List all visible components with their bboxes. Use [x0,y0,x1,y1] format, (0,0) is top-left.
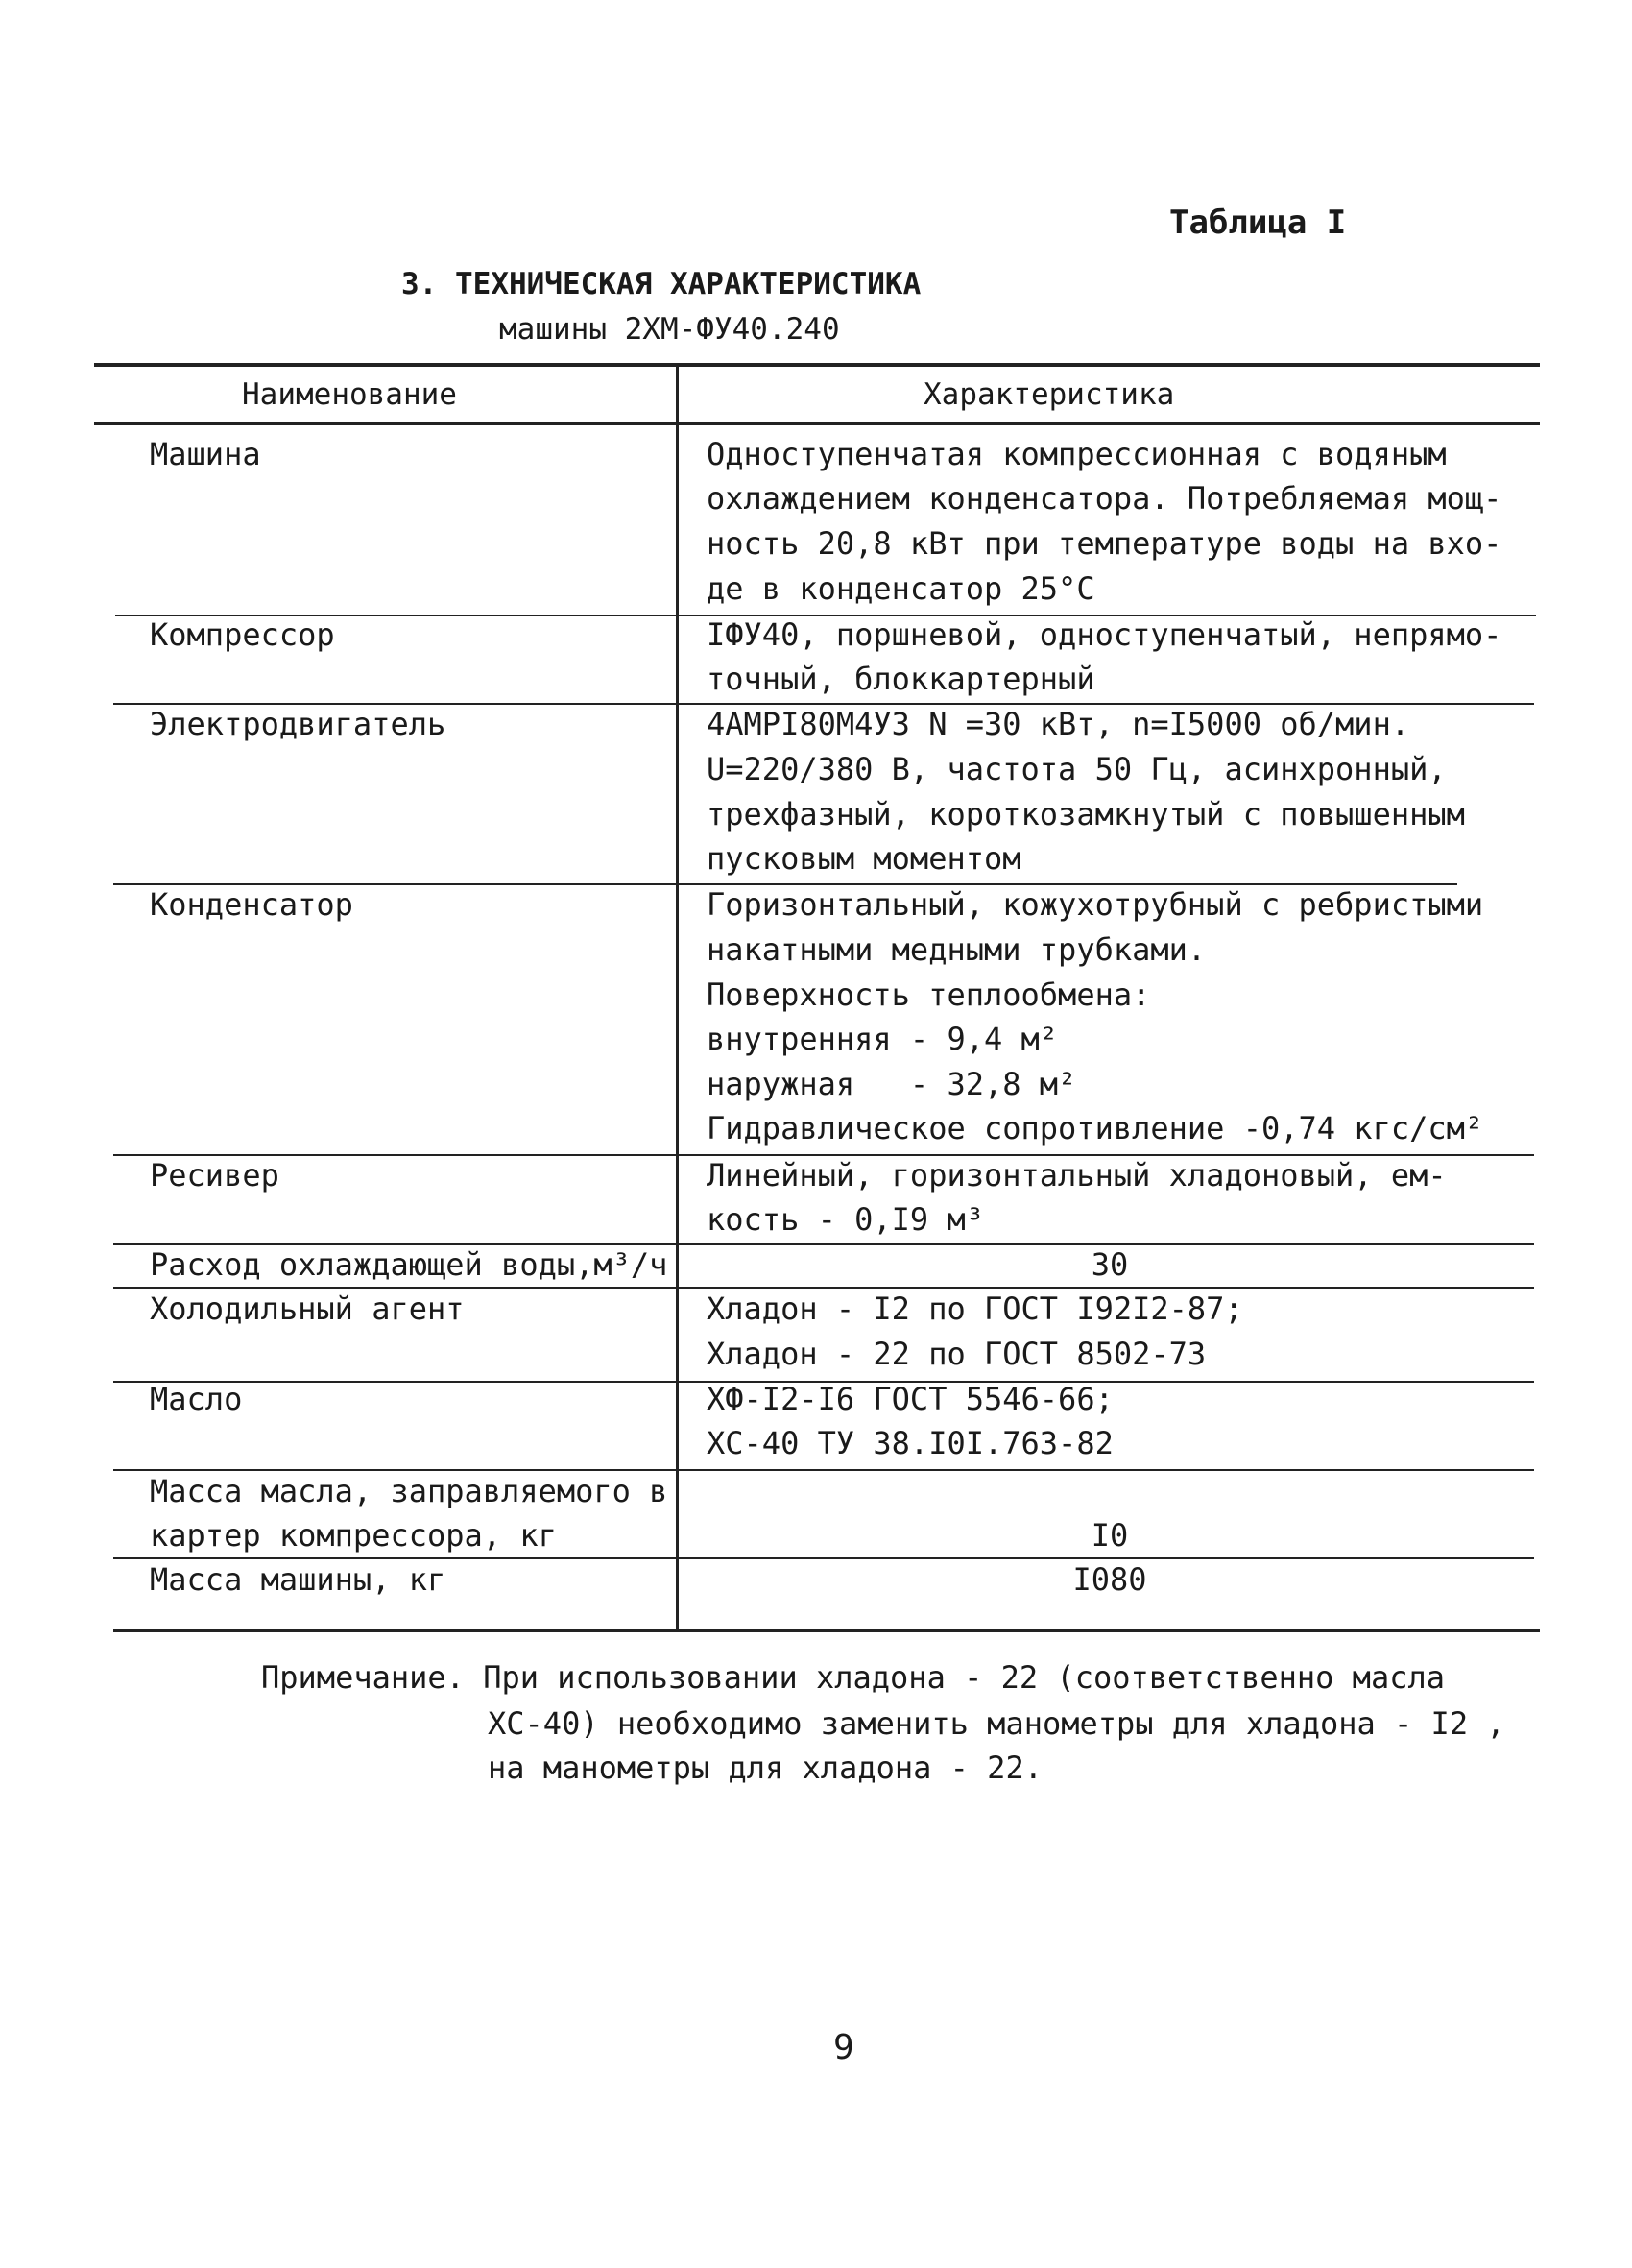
row-value: охлаждением конденсатора. Потребляемая мощ- [707,480,1502,517]
header-characteristic: Характеристика [924,377,1175,412]
header-name: Наименование [242,377,457,412]
column-divider [676,365,679,1630]
row-value: Линейный, горизонтальный хладоновый, ем- [707,1157,1447,1194]
row-value: 30 [1091,1246,1129,1283]
row-value: 4АМРI80М4У3 N =30 кВт, n=I5000 об/мин. [707,706,1410,742]
row-name: Расход охлаждающей воды,м³/ч [150,1246,668,1283]
page-number: 9 [833,2028,854,2067]
row-value: кость - 0,I9 м³ [707,1201,984,1238]
row-value: точный, блоккартерный [707,661,1095,697]
row-name: Электродвигатель [150,706,446,742]
row-value: Хладон - I2 по ГОСТ I92I2-87; [707,1291,1243,1327]
row-value: Поверхность теплообмена: [707,977,1151,1013]
row-name: Масло [150,1381,243,1417]
row-value: де в конденсатор 25°C [707,570,1095,607]
row-name: Масса масла, заправляемого в [150,1473,668,1509]
note-line-2: ХС-40) необходимо заменить манометры для хладона - I2 , [488,1705,1505,1742]
row-value: внутренняя - 9,4 м² [707,1021,1059,1057]
section-subtitle: машины 2ХМ-ФУ40.240 [499,312,840,347]
row-value: ХФ-I2-I6 ГОСТ 5546-66; [707,1381,1114,1417]
row-value: пусковым моментом [707,840,1021,877]
row-value: I080 [1072,1561,1147,1598]
row-value: ность 20,8 кВт при температуре воды на вхо- [707,525,1502,562]
note-line-3: на манометры для хладона - 22. [488,1749,1043,1786]
row-value: U=220/380 В, частота 50 Гц, асинхронный, [707,751,1447,787]
table-top-rule [94,363,1540,367]
row-name: Компрессор [150,616,335,653]
row-name: картер компрессора, кг [150,1517,557,1554]
row-name: Конденсатор [150,886,353,923]
note-line-1: Примечание. При использовании хладона - 22 (соответственно масла [261,1659,1445,1696]
row-value: наружная - 32,8 м² [707,1066,1077,1102]
row-value: Хладон - 22 по ГОСТ 8502-73 [707,1336,1207,1372]
row-value: Горизонтальный, кожухотрубный с ребристыми [707,886,1484,923]
row-value: Одноступенчатая компрессионная с водяным [707,436,1447,472]
table-bottom-rule [113,1629,1540,1632]
table-label: Таблица I [1169,204,1347,242]
row-name: Масса машины, кг [150,1561,446,1598]
row-value: Гидравлическое сопротивление -0,74 кгс/см² [707,1110,1484,1146]
row-value: трехфазный, короткозамкнутый с повышенным [707,796,1465,832]
header-bottom-rule [94,422,1540,425]
row-name: Холодильный агент [150,1291,465,1327]
row-value: IФУ40, поршневой, одноступенчатый, непрямо- [707,616,1502,653]
row-name: Ресивер [150,1157,279,1194]
row-value: ХС-40 ТУ 38.I0I.763-82 [707,1425,1114,1461]
section-title: 3. ТЕХНИЧЕСКАЯ ХАРАКТЕРИСТИКА [401,267,922,302]
row-value: накатными медными трубками. [707,931,1207,968]
row-name: Машина [150,436,261,472]
row-value: I0 [1091,1517,1129,1554]
